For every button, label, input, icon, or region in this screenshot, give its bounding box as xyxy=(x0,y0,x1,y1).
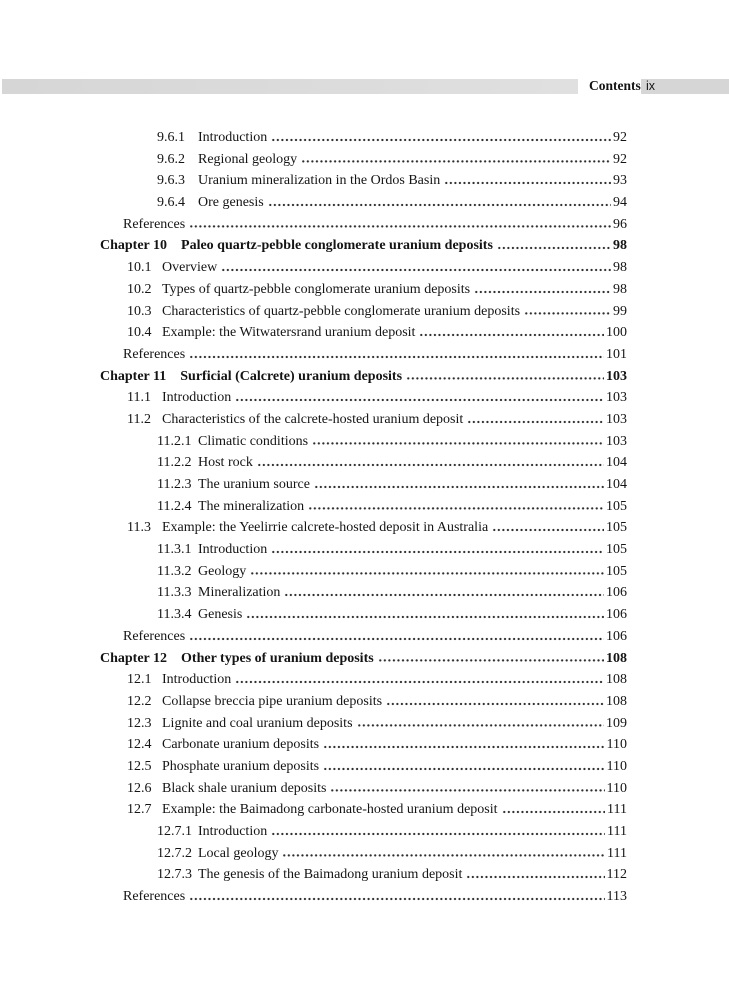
toc-entry-title: Host rock xyxy=(198,455,253,471)
toc-entry-page: 105 xyxy=(606,498,627,514)
toc-entry-title: Ore genesis xyxy=(198,195,264,211)
toc-entry-number: 10.4 xyxy=(127,325,152,341)
toc-entry xyxy=(100,517,627,539)
toc-entry-title: References xyxy=(123,628,186,644)
toc-entry xyxy=(100,452,627,474)
dot-leader xyxy=(284,582,604,604)
toc-entry xyxy=(100,170,627,192)
toc-entry-page: 94 xyxy=(613,195,627,211)
toc-entry-page: 103 xyxy=(606,368,627,384)
toc-entry-page: 98 xyxy=(613,281,627,297)
toc-entry-page: 93 xyxy=(613,173,627,189)
toc-entry-title: Characteristics of quartz-pebble conglomerate uranium deposits xyxy=(162,303,521,319)
dot-leader xyxy=(257,452,604,474)
toc-entry xyxy=(100,192,627,214)
dot-leader xyxy=(308,496,604,518)
toc-entry xyxy=(100,387,627,409)
toc-entry xyxy=(100,257,627,279)
toc-entry-page: 103 xyxy=(606,433,627,449)
toc-entry-title: Local geology xyxy=(198,845,279,861)
toc-entry-number: 11.2 xyxy=(127,411,151,427)
toc-entry xyxy=(100,409,627,431)
toc-entry xyxy=(100,669,627,691)
toc-entry-page: 104 xyxy=(606,455,627,471)
toc-entry xyxy=(100,886,627,908)
toc-entry-number: 10.3 xyxy=(127,303,152,319)
toc-entry xyxy=(100,561,627,583)
dot-leader xyxy=(466,864,604,886)
toc-entry-number: 12.7.3 xyxy=(157,867,192,883)
toc-entry-page: 113 xyxy=(606,889,627,905)
header-rule-left xyxy=(2,79,578,94)
toc-entry-page: 108 xyxy=(606,672,627,688)
toc-entry-number: 11.1 xyxy=(127,390,151,406)
dot-leader xyxy=(467,409,604,431)
toc-entry-number: 9.6.1 xyxy=(157,130,185,145)
toc-entry-title: Introduction xyxy=(162,390,232,406)
toc-entry-page: 100 xyxy=(606,325,627,341)
toc-entry-page: 92 xyxy=(613,130,627,145)
toc-entry-title: References xyxy=(123,346,186,362)
dot-leader xyxy=(406,366,604,388)
toc-entry-page: 101 xyxy=(606,346,627,362)
toc-entry-title: References xyxy=(123,889,186,905)
toc-entry-title: Types of quartz-pebble conglomerate uranium deposits xyxy=(162,281,471,297)
toc-entry-title: The mineralization xyxy=(198,498,305,514)
toc-entry-page: 105 xyxy=(606,542,627,558)
toc-entry-title: Carbonate uranium deposits xyxy=(162,737,320,753)
toc-entry-number: 12.1 xyxy=(127,672,152,688)
dot-leader xyxy=(492,517,604,539)
toc-entry-title: Example: the Yeelirrie calcrete-hosted deposit in Australia xyxy=(162,520,489,536)
toc-entry xyxy=(100,235,627,257)
toc-entry-number: 11.2.1 xyxy=(157,433,192,449)
toc-entry-title: Overview xyxy=(162,260,218,276)
toc-entry xyxy=(100,279,627,301)
dot-leader xyxy=(189,214,611,236)
table-of-contents xyxy=(100,127,627,908)
toc-entry-title: The genesis of the Baimadong uranium deposit xyxy=(198,867,463,883)
toc-entry-number: 12.3 xyxy=(127,715,152,731)
toc-entry xyxy=(100,539,627,561)
toc-entry xyxy=(100,214,627,236)
dot-leader xyxy=(419,322,604,344)
toc-entry xyxy=(100,756,627,778)
running-header xyxy=(0,79,729,94)
dot-leader xyxy=(250,561,604,583)
toc-entry xyxy=(100,344,627,366)
toc-entry-page: 110 xyxy=(606,758,627,774)
toc-entry-number: 11.2.3 xyxy=(157,477,192,492)
page-number: ix xyxy=(646,79,656,93)
toc-entry-title: Paleo quartz-pebble conglomerate uranium deposits xyxy=(181,238,493,254)
toc-entry-number: 9.6.2 xyxy=(157,151,185,167)
dot-leader xyxy=(301,149,611,171)
toc-entry-title: Genesis xyxy=(198,607,243,623)
toc-entry-number: 9.6.3 xyxy=(157,173,185,189)
dot-leader xyxy=(323,734,604,756)
toc-entry-title: Introduction xyxy=(162,672,232,688)
toc-entry-number: 11.2.4 xyxy=(157,498,192,514)
dot-leader xyxy=(330,778,604,800)
toc-entry xyxy=(100,799,627,821)
toc-entry-page: 104 xyxy=(606,477,627,492)
toc-entry xyxy=(100,864,627,886)
toc-entry-number: 11.3 xyxy=(127,520,151,536)
toc-entry xyxy=(100,322,627,344)
toc-entry xyxy=(100,366,627,388)
toc-entry-title: Lignite and coal uranium deposits xyxy=(162,715,353,731)
dot-leader xyxy=(386,691,604,713)
toc-entry xyxy=(100,431,627,453)
toc-entry-page: 106 xyxy=(606,607,627,623)
dot-leader xyxy=(246,604,604,626)
toc-entry-number: 11.3.2 xyxy=(157,563,192,579)
dot-leader xyxy=(314,474,604,496)
toc-entry-title: Black shale uranium deposits xyxy=(162,780,327,796)
toc-entry-number: 12.7 xyxy=(127,802,152,818)
toc-entry-page: 98 xyxy=(613,238,627,254)
dot-leader xyxy=(357,713,604,735)
dot-leader xyxy=(235,387,604,409)
toc-entry-number: 10.1 xyxy=(127,260,152,276)
toc-entry-title: Example: the Baimadong carbonate-hosted uranium deposit xyxy=(162,802,498,818)
dot-leader xyxy=(271,539,604,561)
dot-leader xyxy=(268,192,611,214)
toc-entry-page: 106 xyxy=(606,585,627,601)
toc-entry-number: 12.7.2 xyxy=(157,845,192,861)
toc-entry-title: Surficial (Calcrete) uranium deposits xyxy=(180,368,403,384)
dot-leader xyxy=(524,301,611,323)
toc-entry-title: Collapse breccia pipe uranium deposits xyxy=(162,693,383,709)
dot-leader xyxy=(189,886,604,908)
dot-leader xyxy=(474,279,611,301)
toc-entry-number: Chapter 10 xyxy=(100,238,168,254)
toc-entry-title: Introduction xyxy=(198,824,268,839)
toc-entry-page: 103 xyxy=(606,390,627,406)
toc-entry xyxy=(100,582,627,604)
toc-entry-page: 98 xyxy=(613,260,627,276)
toc-entry-title: Climatic conditions xyxy=(198,433,309,449)
toc-entry-title: Introduction xyxy=(198,130,268,145)
toc-entry xyxy=(100,734,627,756)
toc-entry-title: The uranium source xyxy=(198,477,310,492)
toc-entry-title: Other types of uranium deposits xyxy=(181,650,374,666)
toc-entry-page: 108 xyxy=(606,693,627,709)
toc-entry-page: 110 xyxy=(606,737,627,753)
toc-entry-page: 111 xyxy=(607,824,627,839)
dot-leader xyxy=(312,431,604,453)
toc-entry-title: Phosphate uranium deposits xyxy=(162,758,320,774)
toc-entry-number: 12.4 xyxy=(127,737,152,753)
toc-entry-number: Chapter 12 xyxy=(100,650,168,666)
dot-leader xyxy=(189,344,604,366)
toc-entry-page: 105 xyxy=(606,563,627,579)
toc-entry-number: 9.6.4 xyxy=(157,195,185,211)
toc-entry-number: 10.2 xyxy=(127,281,152,297)
toc-entry-page: 103 xyxy=(606,411,627,427)
toc-entry xyxy=(100,127,627,149)
toc-entry-page: 96 xyxy=(613,216,627,232)
toc-entry-number: 12.6 xyxy=(127,780,152,796)
toc-entry-page: 111 xyxy=(607,802,627,818)
toc-entry-page: 99 xyxy=(613,303,627,319)
dot-leader xyxy=(502,799,606,821)
toc-entry-title: Uranium mineralization in the Ordos Basin xyxy=(198,173,441,189)
dot-leader xyxy=(189,626,604,648)
toc-entry xyxy=(100,778,627,800)
toc-entry-page: 109 xyxy=(606,715,627,731)
toc-entry-title: Example: the Witwatersrand uranium deposit xyxy=(162,325,416,341)
dot-leader xyxy=(271,821,605,843)
toc-entry xyxy=(100,301,627,323)
toc-entry-page: 110 xyxy=(606,780,627,796)
dot-leader xyxy=(221,257,611,279)
toc-entry-number: 11.3.1 xyxy=(157,542,192,558)
dot-leader xyxy=(271,127,611,149)
toc-entry-page: 106 xyxy=(606,628,627,644)
toc-entry-title: Characteristics of the calcrete-hosted uranium deposit xyxy=(162,411,464,427)
toc-entry-page: 92 xyxy=(613,151,627,167)
toc-entry-number: Chapter 11 xyxy=(100,368,167,384)
toc-entry-number: 12.2 xyxy=(127,693,152,709)
toc-entry xyxy=(100,496,627,518)
toc-entry-title: Introduction xyxy=(198,542,268,558)
toc-entry-page: 108 xyxy=(606,650,627,666)
toc-entry xyxy=(100,691,627,713)
toc-entry xyxy=(100,843,627,865)
toc-entry-number: 11.2.2 xyxy=(157,455,192,471)
toc-entry xyxy=(100,713,627,735)
dot-leader xyxy=(497,235,611,257)
header-title: Contents xyxy=(589,78,641,93)
dot-leader xyxy=(444,170,611,192)
dot-leader xyxy=(378,648,604,670)
toc-entry-title: Regional geology xyxy=(198,151,298,167)
toc-entry-title: References xyxy=(123,216,186,232)
dot-leader xyxy=(282,843,605,865)
toc-entry-number: 11.3.4 xyxy=(157,607,192,623)
dot-leader xyxy=(235,669,604,691)
toc-entry-title: Mineralization xyxy=(198,585,281,601)
toc-entry-page: 112 xyxy=(606,867,627,883)
toc-entry xyxy=(100,821,627,843)
toc-entry-number: 12.5 xyxy=(127,758,152,774)
toc-entry xyxy=(100,149,627,171)
toc-entry-page: 105 xyxy=(606,520,627,536)
toc-entry-title: Geology xyxy=(198,563,247,579)
toc-entry-number: 12.7.1 xyxy=(157,824,192,839)
dot-leader xyxy=(323,756,604,778)
toc-entry-page: 111 xyxy=(607,845,627,861)
toc-entry xyxy=(100,474,627,496)
toc-entry xyxy=(100,626,627,648)
toc-entry-number: 11.3.3 xyxy=(157,585,192,601)
toc-entry xyxy=(100,604,627,626)
toc-entry xyxy=(100,648,627,670)
